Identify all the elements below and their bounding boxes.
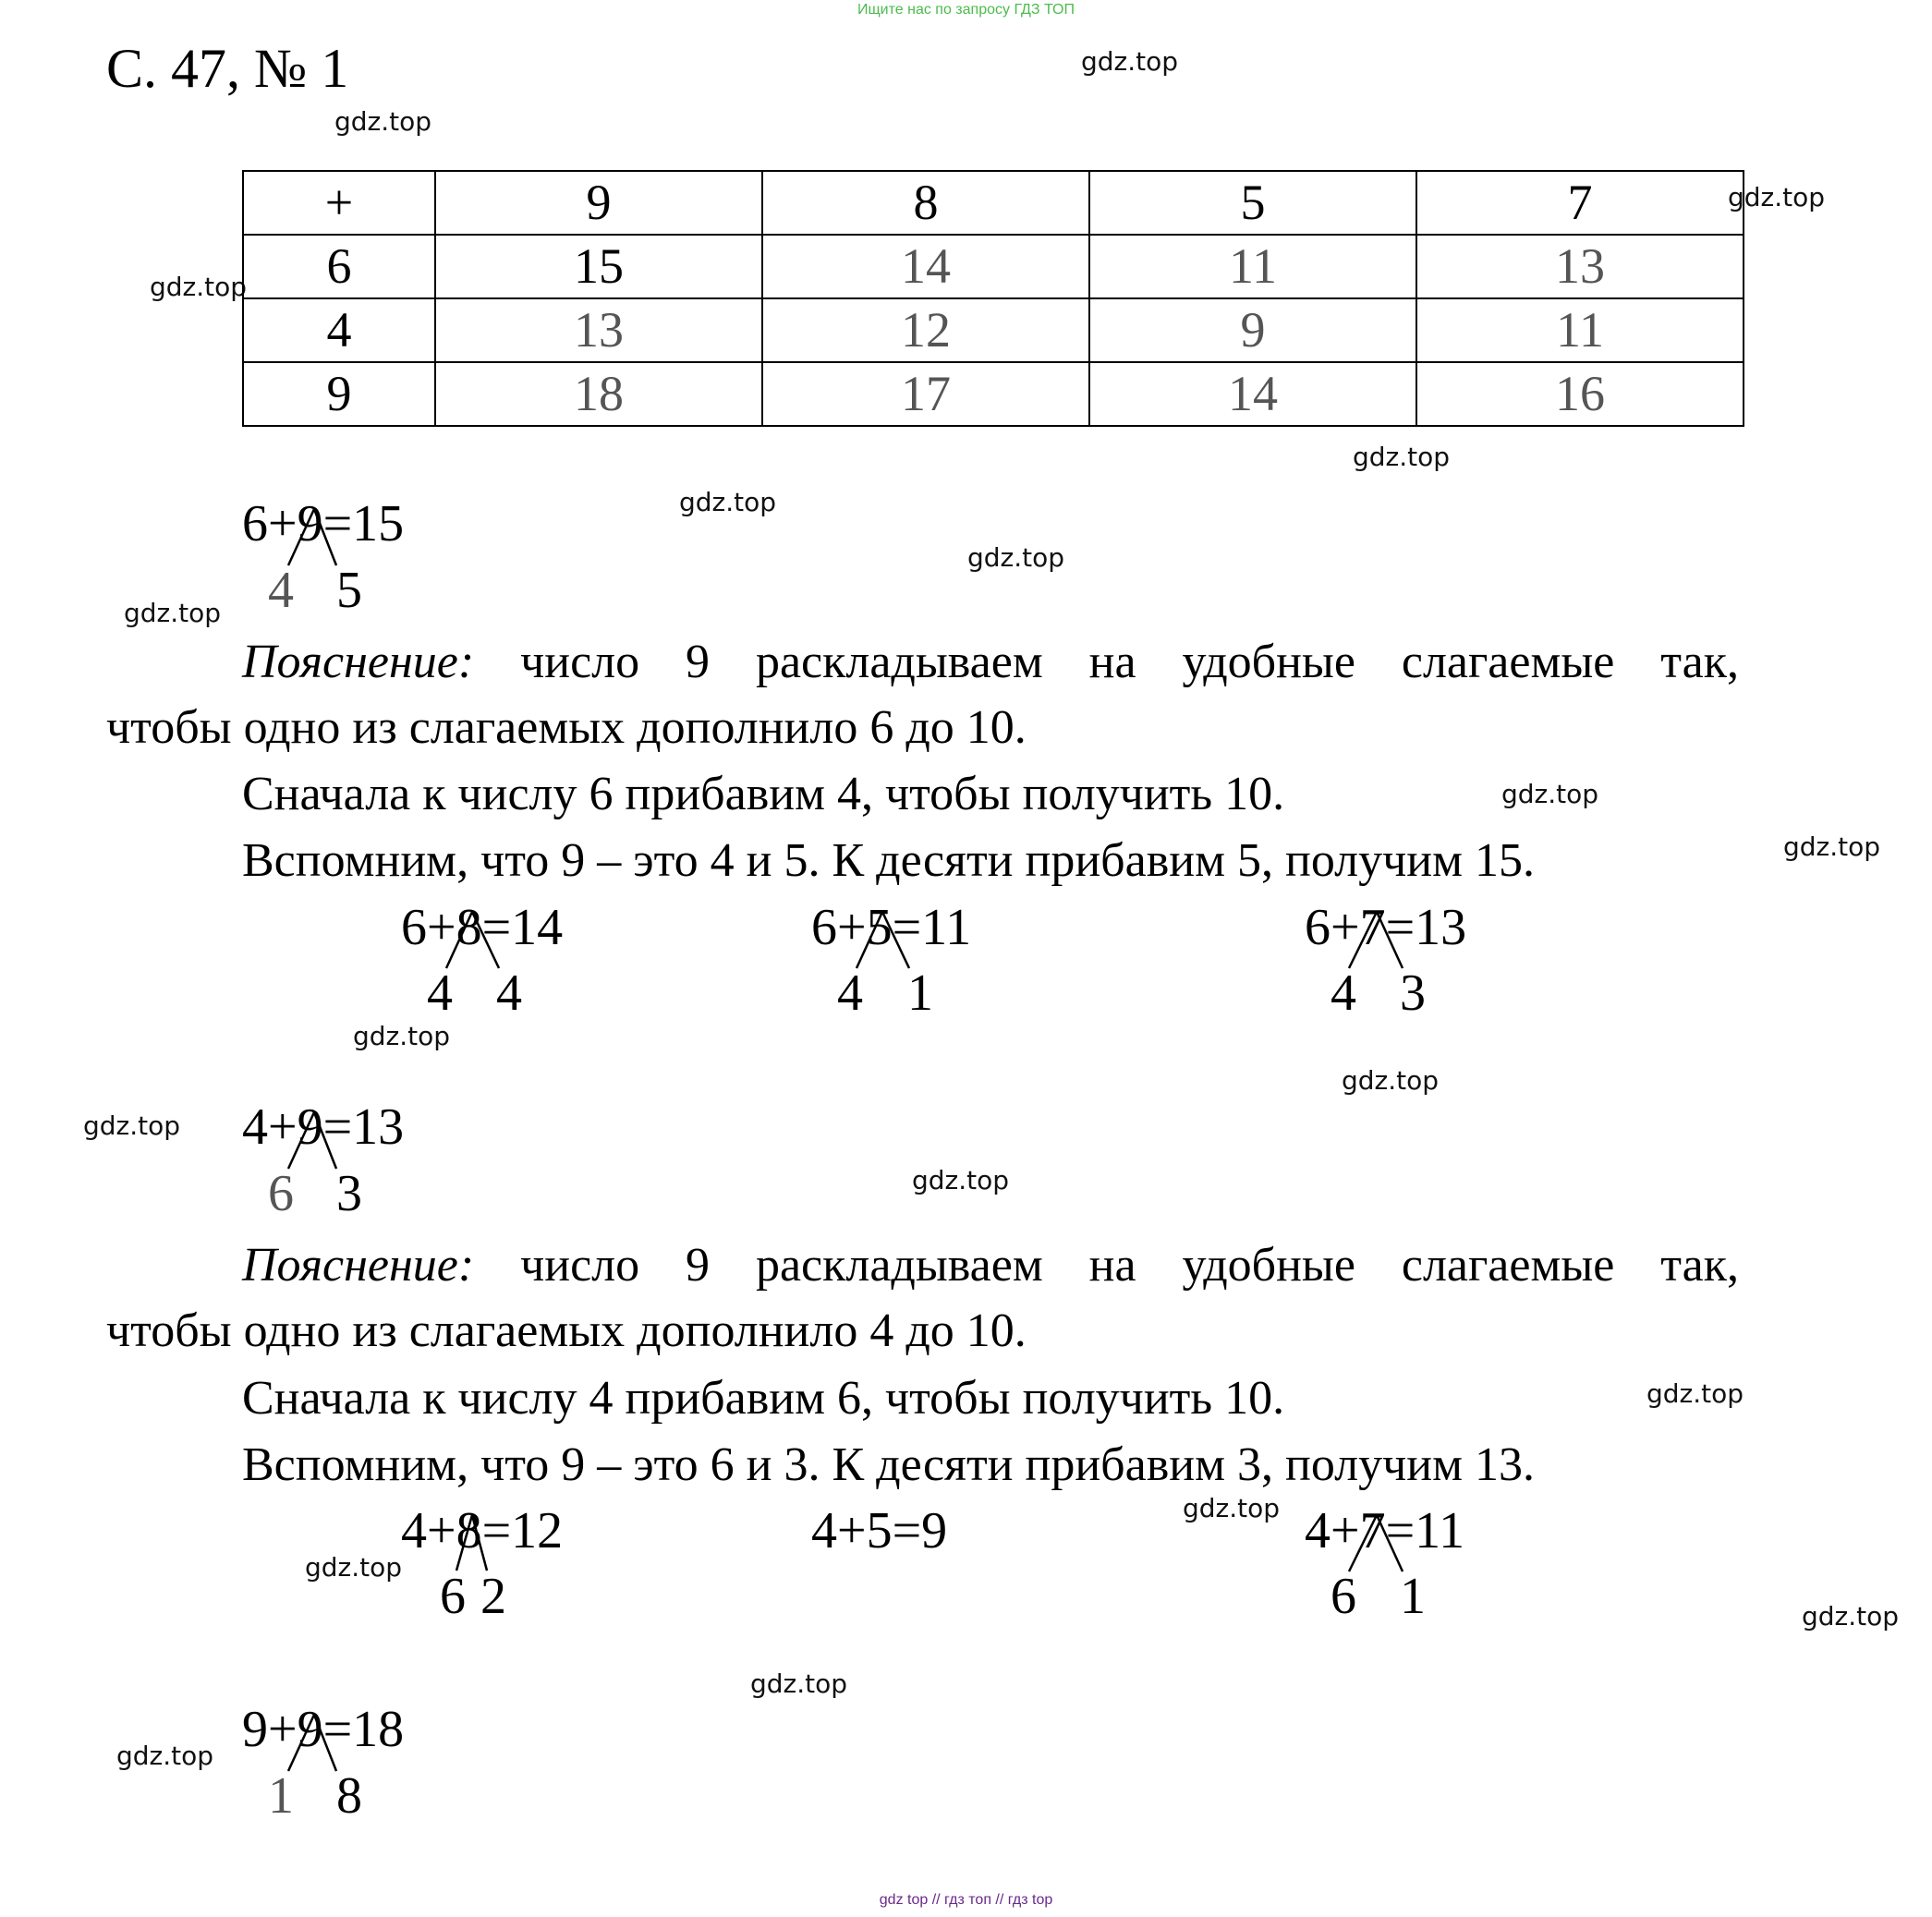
table-row-header-cell: 4 bbox=[243, 298, 435, 362]
watermark: gdz.top bbox=[353, 1021, 451, 1051]
addend-part: 4 bbox=[268, 562, 294, 619]
table-cell-operator: + bbox=[243, 171, 435, 235]
addend-part: 4 bbox=[1331, 965, 1356, 1022]
explanation-label: Пояснение: bbox=[242, 636, 475, 688]
table-cell: 16 bbox=[1416, 362, 1744, 426]
watermark: gdz.top bbox=[1728, 182, 1826, 212]
watermark: gdz.top bbox=[1081, 46, 1179, 77]
addend-part: 4 bbox=[837, 965, 863, 1022]
table-cell: 11 bbox=[1089, 235, 1416, 298]
watermark: gdz.top bbox=[124, 598, 222, 628]
watermark: gdz.top bbox=[679, 487, 777, 517]
step-line: Вспомним, что 9 – это 4 и 5. К десяти прибавим 5, получим 15. bbox=[242, 834, 1535, 887]
explanation-text: число 9 раскладываем на удобные слагаемые так, bbox=[520, 1239, 1739, 1292]
table-header-cell: 8 bbox=[762, 171, 1089, 235]
explanation-line bbox=[242, 1238, 1739, 1292]
addend-part: 8 bbox=[336, 1767, 362, 1825]
watermark: gdz.top bbox=[750, 1668, 848, 1699]
table-cell: 15 bbox=[435, 235, 762, 298]
explanation-text: число 9 раскладываем на удобные слагаемые так, bbox=[520, 636, 1739, 688]
watermark: gdz.top bbox=[1183, 1493, 1281, 1523]
explanation-line: чтобы одно из слагаемых дополнило 6 до 10. bbox=[106, 701, 1027, 754]
addend-part: 3 bbox=[336, 1165, 362, 1222]
equation-main: 9+9=18 bbox=[242, 1701, 405, 1758]
explanation-line: чтобы одно из слагаемых дополнило 4 до 10. bbox=[106, 1304, 1027, 1357]
top-search-note: Ищите нас по запросу ГДЗ ТОП bbox=[857, 2, 1075, 18]
table-header-cell: 5 bbox=[1089, 171, 1416, 235]
step-line: Сначала к числу 6 прибавим 4, чтобы получить 10. bbox=[242, 768, 1285, 820]
table-cell: 11 bbox=[1416, 298, 1744, 362]
addend-part: 2 bbox=[480, 1568, 506, 1625]
explanation-label: Пояснение: bbox=[242, 1239, 475, 1292]
page-title: С. 47, № 1 bbox=[106, 38, 349, 99]
watermark: gdz.top bbox=[150, 272, 248, 302]
addend-part: 5 bbox=[336, 562, 362, 619]
equation: 4+8=12 bbox=[401, 1502, 564, 1559]
equation: 6+5=11 bbox=[811, 899, 972, 956]
addend-part: 6 bbox=[268, 1165, 294, 1222]
addend-part: 3 bbox=[1400, 965, 1426, 1022]
table-header-cell: 7 bbox=[1416, 171, 1744, 235]
explanation-line bbox=[242, 635, 1739, 689]
table-cell: 18 bbox=[435, 362, 762, 426]
step-line: Сначала к числу 4 прибавим 6, чтобы получить 10. bbox=[242, 1372, 1285, 1425]
table-cell: 9 bbox=[1089, 298, 1416, 362]
watermark: gdz.top bbox=[1342, 1065, 1440, 1096]
table-row-header-cell: 9 bbox=[243, 362, 435, 426]
equation: 6+8=14 bbox=[401, 899, 564, 956]
addend-part: 6 bbox=[440, 1568, 466, 1625]
equation: 6+7=13 bbox=[1305, 899, 1467, 956]
equation: 4+7=11 bbox=[1305, 1502, 1465, 1559]
footer-note: gdz top // гдз топ // гдз top bbox=[879, 1892, 1053, 1908]
equation-main: 6+9=15 bbox=[242, 495, 405, 552]
watermark: gdz.top bbox=[305, 1552, 403, 1583]
addend-part: 4 bbox=[496, 965, 522, 1022]
table-cell: 14 bbox=[762, 235, 1089, 298]
addend-part: 4 bbox=[427, 965, 453, 1022]
watermark: gdz.top bbox=[1802, 1601, 1900, 1632]
watermark: gdz.top bbox=[116, 1741, 214, 1771]
table-cell: 12 bbox=[762, 298, 1089, 362]
watermark: gdz.top bbox=[912, 1165, 1010, 1195]
table-row-header-cell: 6 bbox=[243, 235, 435, 298]
addend-part: 1 bbox=[907, 965, 933, 1022]
equation-main: 4+9=13 bbox=[242, 1098, 405, 1156]
table-header-cell: 9 bbox=[435, 171, 762, 235]
addend-part: 6 bbox=[1331, 1568, 1356, 1625]
equation: 4+5=9 bbox=[811, 1502, 948, 1559]
watermark: gdz.top bbox=[967, 542, 1065, 573]
watermark: gdz.top bbox=[334, 106, 432, 137]
watermark: gdz.top bbox=[83, 1110, 181, 1141]
step-line: Вспомним, что 9 – это 6 и 3. К десяти прибавим 3, получим 13. bbox=[242, 1438, 1535, 1491]
addend-part: 1 bbox=[268, 1767, 294, 1825]
table-cell: 14 bbox=[1089, 362, 1416, 426]
table-cell: 13 bbox=[435, 298, 762, 362]
watermark: gdz.top bbox=[1646, 1378, 1744, 1409]
watermark: gdz.top bbox=[1501, 779, 1599, 809]
watermark: gdz.top bbox=[1783, 831, 1881, 862]
addend-part: 1 bbox=[1400, 1568, 1426, 1625]
watermark: gdz.top bbox=[1353, 442, 1451, 472]
table-cell: 13 bbox=[1416, 235, 1744, 298]
table-cell: 17 bbox=[762, 362, 1089, 426]
